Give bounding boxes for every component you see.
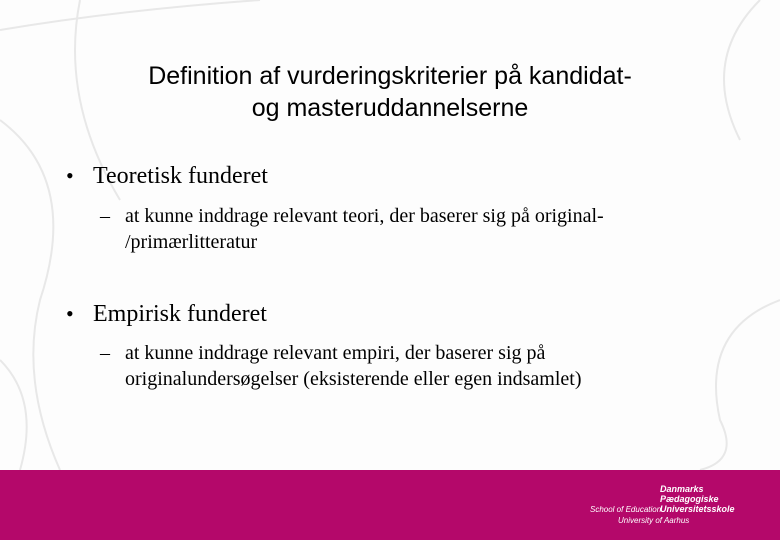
bullet-glyph: • [66,163,74,188]
dash-glyph: – [100,205,110,227]
slide-title [40,60,740,124]
logo-school: School of Education [590,505,662,514]
sub-line-1: at kunne inddrage relevant empiri, der baserer sig på [125,342,546,364]
logo-wordmark: Danmarks Pædagogiske Universitetsskole [660,484,735,514]
sub-item [100,340,720,392]
sub-item [100,203,720,255]
title-line-2: og masteruddannelserne [251,94,529,122]
dash-glyph: – [100,342,110,364]
bullet-item [66,163,268,190]
dpu-logo [590,484,740,540]
title-line-1: Definition af vurderingskriterier på kandidat- [148,62,632,90]
footer-bar [0,470,780,540]
sub-line-2: originalundersøgelser (eksisterende eller egen indsamlet) [125,368,582,390]
bullet-item [66,301,267,328]
sub-line-2: /primærlitteratur [125,231,258,253]
sub-line-1: at kunne inddrage relevant teori, der baserer sig på original- [125,205,604,227]
logo-university: University of Aarhus [618,516,690,525]
bullet-glyph: • [66,301,74,326]
bullet-label: Empirisk funderet [93,301,267,327]
bullet-label: Teoretisk funderet [93,163,268,189]
